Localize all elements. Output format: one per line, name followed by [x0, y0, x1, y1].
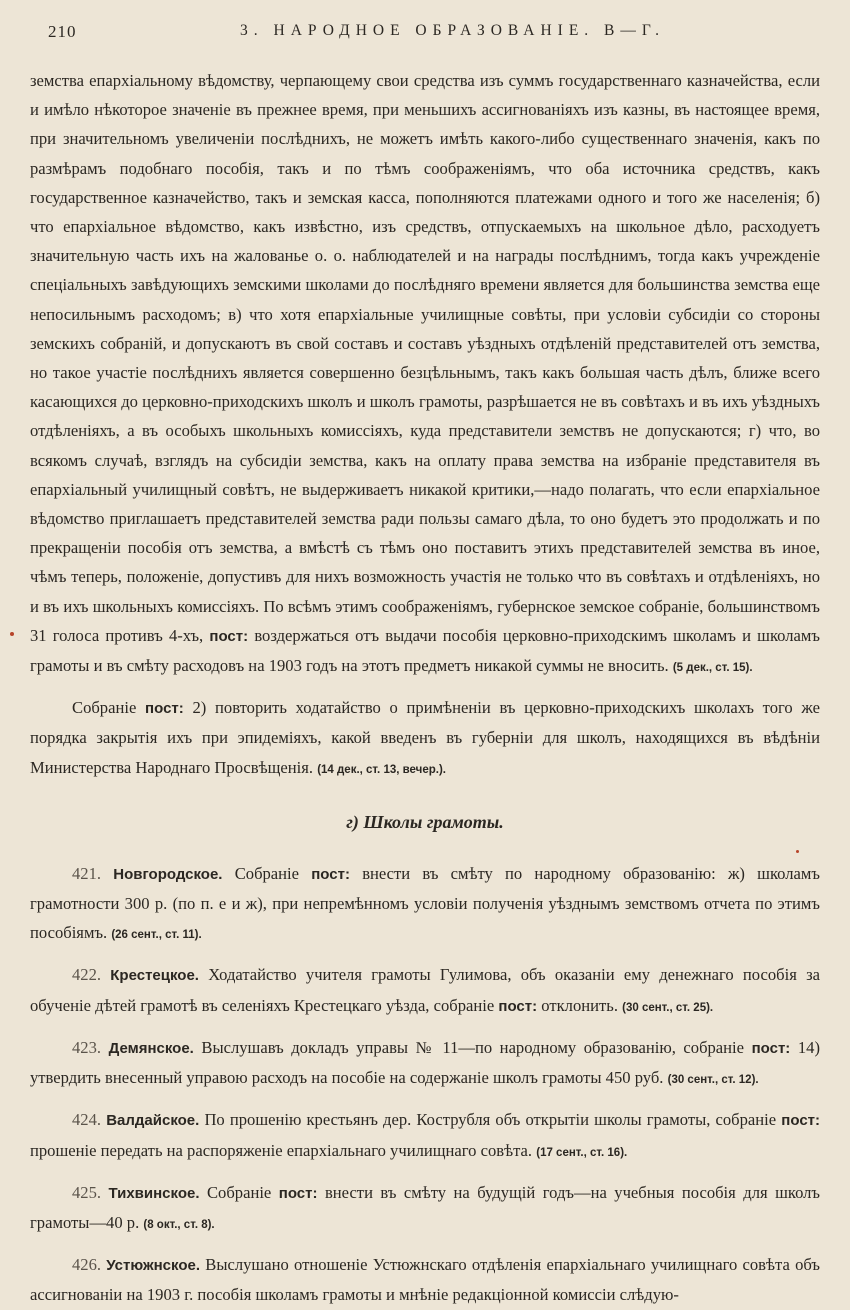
resolution-marker: пост:: [209, 627, 249, 645]
session-reference: (17 сент., ст. 16).: [536, 1146, 628, 1159]
entry-text-end: отклонить.: [541, 995, 618, 1015]
paragraph-text-end: воздержаться отъ выдачи пособія церковно-приходскимъ школамъ и школамъ грамоты и въ смѣту расходовъ на 1903 годъ на этотъ предметъ никакой суммы не вносить.: [30, 625, 820, 676]
entry-text: Собраніе: [234, 863, 300, 883]
resolution-marker: пост:: [278, 1184, 318, 1202]
entry-district: Тихвинское.: [108, 1184, 200, 1202]
entry-number: 422.: [72, 965, 102, 985]
paragraph-text-end: 2) повторить ходатайство о примѣненіи въ церковно-приходскихъ школахъ того же порядка закрытія ихъ при эпидеміяхъ, какой введенъ въ губерніи для школъ, находящихся въ вѣдѣніи Министерства Народнаго Просвѣщенія.: [30, 698, 820, 777]
paragraph-text: Собраніе: [72, 698, 137, 718]
entry-text: Собраніе: [206, 1182, 272, 1202]
entry-district: Устюжнское.: [106, 1257, 201, 1275]
entry-number: 423.: [72, 1037, 102, 1057]
paragraph-text: земства епархіальному вѣдомству, черпающему свои средства изъ суммъ государственнаго казначейства, если и имѣло нѣкоторое значеніе въ прежнее время, при меньшихъ ассигнованіяхъ изъ казны, въ настоящее время, при значительномъ увеличеніи послѣднихъ, не можетъ имѣть какого-либо существеннаго значенія, какъ по размѣрамъ подобнаго пособія, такъ и по тѣмъ соображеніямъ, что оба источника средствъ, какъ государственное казначейство, такъ и земская касса, пополняются платежами одного и того же населенія; б) что епархіальное вѣдомство, какъ извѣстно, изъ средствъ, отпускаемыхъ на школьное дѣло, расходуетъ значительную часть ихъ на жалованье о. о. наблюдателей и на награды послѣднимъ, тогда какъ учрежденіе спеціальныхъ завѣдующихъ земскими школами до послѣдняго времени является для большинства земства еще непосильнымъ расходомъ; в) что хотя епархіальные училищные совѣты, при условіи субсидіи со стороны земскихъ собраній, и допускаютъ въ свой составъ и составъ уѣздныхъ отдѣленій представителей отъ земства, но такое участіе послѣднихъ является совершенно безцѣльнымъ, такъ какъ большая часть дѣлъ, ближе всего касающихся до церковно-приходскихъ школъ и школъ грамоты, разрѣшается не въ совѣтахъ и въ ихъ уѣздныхъ отдѣленіяхъ, а въ особыхъ школьныхъ комиссіяхъ, куда представители земствъ не допускаются; г) что, во всякомъ случаѣ, взглядъ на субсидіи земства, какъ на оплату права земства на избраніе представителя въ епархіальный училищный совѣтъ, не выдерживаетъ никакой критики,—надо полагать, что если епархіальное вѣдомство приглашаетъ представителей земства ради пользы самаго дѣла, то оно будетъ это продолжать и по прекращеніи пособія отъ земства, а вмѣстѣ съ тѣмъ оно поставитъ этихъ представителей земства въ иное, чѣмъ теперь, положеніе, допустивъ для нихъ возможность участія не только что въ совѣтахъ и отдѣленіяхъ, но и въ ихъ школьныхъ комиссіяхъ. По всѣмъ этимъ соображеніямъ, губернское земское собраніе, большинствомъ 31 голоса противъ 4-хъ,: [30, 71, 820, 645]
entry-district: Валдайское.: [106, 1112, 200, 1130]
session-reference: (8 окт., ст. 8).: [143, 1218, 215, 1231]
body-text: [30, 66, 820, 1310]
paper-speck: [796, 850, 799, 853]
entry-number: 425.: [72, 1182, 102, 1202]
page-number: 210: [48, 22, 77, 41]
entry-district: Крестецкое.: [110, 967, 199, 985]
session-reference: (30 сент., ст. 25).: [622, 1001, 714, 1014]
entry-number: 421.: [72, 863, 102, 883]
entry-text-end: 14) утвердить внесенный управою расходъ на пособіе на содержаніе школъ грамоты 450 руб.: [30, 1037, 820, 1088]
entry-text-end: внести въ смѣту на будущій годъ—на учебныя пособія для школъ грамоты—40 р.: [30, 1182, 821, 1232]
resolution-marker: пост:: [311, 865, 350, 883]
entry-text: Ходатайство учителя грамоты Гулимова, объ оказаніи ему денежнаго пособія за обученіе дѣтей грамотѣ въ селеніяхъ Крестецкаго уѣзда, собраніе: [30, 965, 820, 1015]
entry-text: Выслушано отношеніе Устюжнскаго отдѣленія епархіальнаго училищнаго совѣта объ ассигнованіи на 1903 г. пособія школамъ грамоты и мнѣніе редакціонной комиссіи слѣдую-: [30, 1255, 820, 1305]
entry-text: Выслушавъ докладъ управы № 11—по народному образованію, собраніе: [201, 1037, 745, 1057]
entry-item: [30, 960, 820, 1022]
session-reference: (14 дек., ст. 13, вечер.).: [317, 763, 446, 776]
entry-text-end: прошеніе передать на распоряженіе епархіальнаго училищнаго совѣта.: [30, 1140, 533, 1160]
page-header: [30, 14, 820, 48]
session-reference: (30 сент., ст. 12).: [667, 1074, 759, 1087]
resolution-marker: пост:: [145, 700, 184, 718]
entry-district: Новгородское.: [113, 865, 223, 883]
session-reference: (5 дек., ст. 15).: [672, 662, 753, 675]
entry-district: Демянское.: [108, 1039, 194, 1057]
entry-number: 426.: [72, 1255, 102, 1275]
running-head: 3. НАРОДНОЕ ОБРАЗОВАНІЕ. В—Г.: [240, 22, 665, 39]
entry-item: [30, 1033, 820, 1095]
entry-number: 424.: [72, 1110, 102, 1130]
entry-item: [30, 859, 820, 951]
paper-speck: [10, 632, 14, 636]
entry-text-end: внести въ смѣту по народному образованію: ж) школамъ грамотности 300 р. (по п. е и ж), при непремѣнномъ условіи полученія уѣзднымъ земствомъ отчета по этимъ пособіямъ.: [30, 863, 820, 943]
resolution-marker: пост:: [781, 1112, 821, 1130]
resolution-marker: пост:: [498, 997, 538, 1015]
page: [30, 14, 821, 1305]
entry-item: [30, 1178, 820, 1240]
section-heading: г) Школы грамоты.: [346, 811, 504, 832]
entry-text: По прошенію крестьянъ дер. Кострубля объ открытіи школы грамоты, собраніе: [204, 1110, 777, 1130]
paragraph-resolution: [30, 693, 820, 785]
session-reference: (26 сент., ст. 11).: [111, 929, 202, 942]
entry-item: [30, 1105, 820, 1167]
paragraph-continuation: [30, 66, 820, 683]
entry-item: [30, 1250, 820, 1309]
resolution-marker: пост:: [751, 1039, 791, 1057]
